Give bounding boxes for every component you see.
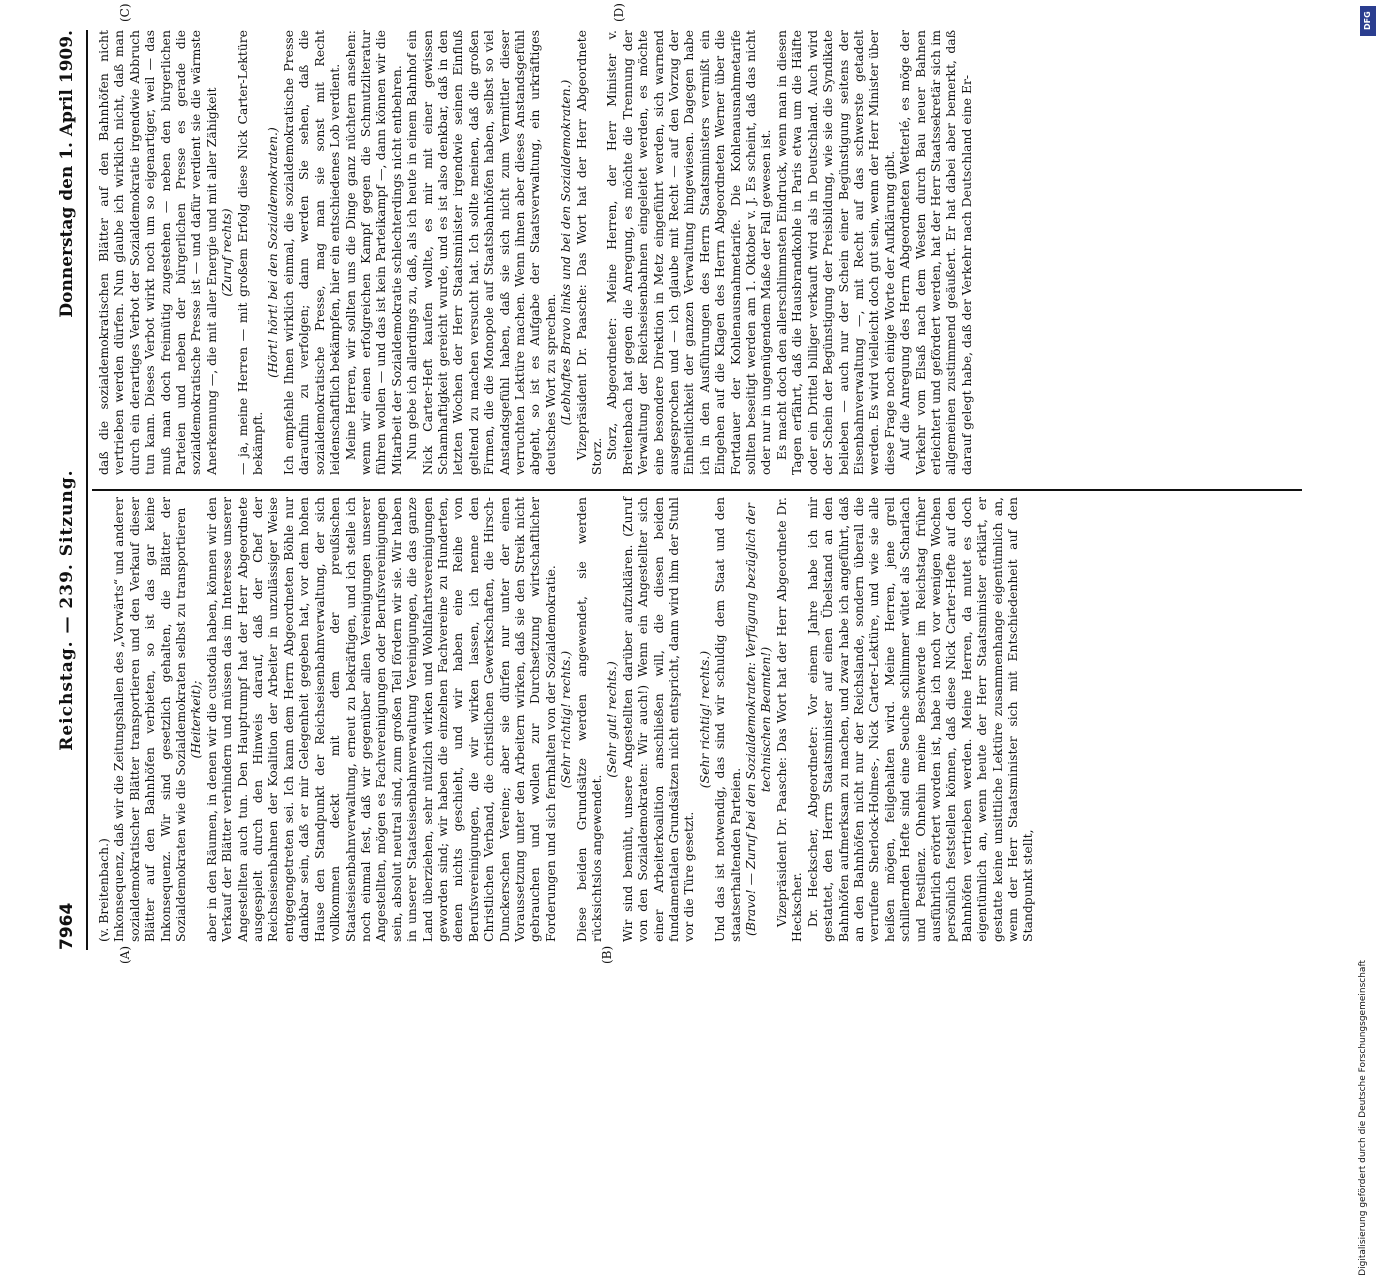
left-text-column (96, 497, 1036, 942)
header-rule (86, 30, 88, 950)
paragraph: Inkonsequenz, daß wir die Zeitungshallen des „Vorwärts“ und anderer sozialdemokratischer Blätter transportieren und den Verkauf dieser Blätter auf den Bahnhöfen verbieten, so ist das gar keine Inkonsequenz. Wir sind gesetzlich gehalten, die Blätter der Sozialdemokraten wie die Sozialdemokraten selbst zu transportieren (111, 497, 189, 942)
speaker-paragraph: Vizepräsident Dr. Paasche: Das Wort hat der Herr Abgeordnete Storz. (573, 30, 604, 475)
margin-mark-c: (C) (118, 3, 132, 22)
paragraph: Und das ist notwendig, das sind wir schuldig dem Staat und den staatserhaltenden Parteien. (712, 497, 743, 942)
paragraph: Auf die Anregung des Herrn Abgeordneten Wetterlé, es möge der Verkehr vom Elsaß nach dem Westen durch Bau neuer Bahnen erleichtert und gefördert werden, hat der Herr Staatssekretär sich im allgemeinen zustimmend geäußert. Er hat dabei aber bemerkt, daß darauf gelegt habe, daß der Verkehr nach Deutschland eine Er- (897, 30, 974, 475)
interjection: (Lebhaftes Bravo links und bei den Sozialdemokraten.) (558, 79, 574, 426)
paragraph: Ich empfehle Ihnen wirklich einmal, die sozialdemokratische Presse daraufhin zu verfolgen; dann werden Sie sehen, daß die sozialdemokratische Presse, mag man sie sonst mit Recht leidenschaftlich bekämpfen, hier ein entschiedenes Lob verdient. (280, 30, 343, 475)
dfg-logo: DFG (1360, 6, 1376, 36)
paragraph: Es macht doch den allerschlimmsten Eindruck, wenn man in diesen Tagen erfährt, daß die Hausbrandkohle in Paris etwa um die Hälfte oder ein Drittel billiger verkauft wird als in Deutschland. Auch wird der Schein der Begünstigung der Preisbildung, wie sie die Syndikate belieben — auch nur der Schein einer Begünstigung seitens der Eisenbahnverwaltung —, mit Recht auf das schwerste getadelt werden. Es wird vielleicht doch gut sein, wenn der Herr Minister über diese Frage noch einige Worte der Aufklärung gibt. (773, 30, 897, 475)
interjection: (Zuruf rechts) (219, 208, 235, 297)
page-header (52, 30, 82, 950)
interjection: (Heiterkeit); (188, 680, 204, 759)
paragraph: Nun gebe ich allerdings zu, daß, als ich heute in einem Bahnhof ein Nick Carter-Heft kaufen wollte, es mir mit einer gewissen Schamhaftigkeit gereicht wurde, und es ist also denkbar, daß in den letzten Wochen der Herr Staatsminister irgendwie seinen Einfluß geltend zu machen versucht hat. Ich sollte meinen, daß die großen Firmen, die die Monopole auf Staatsbahnhöfen haben, selbst so viel Anstandsgefühl haben, daß sie sich nicht zum Vermittler dieser verruchten Lektüre machen. Wenn ihnen aber dieses Anstandsgefühl abgeht, so ist es Aufgabe der Staatsverwaltung, ein urkräftiges deutsches Wort zu sprechen. (404, 30, 558, 475)
paragraph: aber in den Räumen, in denen wir die custodia haben, können wir den Verkauf der Blätter verhindern und müssen das im Interesse unserer Angestellten auch tun. Den Hauptrumpf hat der Herr Abgeordnete ausgespielt durch den Hinweis darauf, daß der Chef der Reichseisenbahnen der Koalition der Arbeiter in unzulässiger Weise entgegengetreten sei. Ich kann dem Herrn Abgeordneten Böhle nur dankbar sein, daß er mir Gelegenheit gegeben hat, vor dem hohen Hause den Standpunkt der Reichseisenbahnverwaltung, der sich vollkommen deckt mit dem der preußischen Staatseisenbahnverwaltung, erneut zu bekräftigen, und ich stelle ich noch einmal fest, daß wir gegenüber allen Vereinigungen unserer Angestellten, mögen es Fachvereinigungen oder Berufsvereinigungen sein, absolut neutral sind, zum großen Teil fördern wir sie. Wir haben in unserer Staatseisenbahnverwaltung Vereinigungen, die das ganze Land überziehen, sehr nützlich wirken und Wohlfahrtsvereinigungen geworden sind; wir haben die einzelnen Fachvereine zu Hunderten, denen nichts geschieht, und wir haben eine Reihe von Berufsvereinigungen, die wir wirken lassen, ich nenne den Christlichen Verband, die christlichen Gewerkschaften, die Hirsch-Dunckerschen Vereine; aber sie dürfen nur unter der einen Voraussetzung unter den Arbeitern wirken, daß sie den Streik nicht gebrauchen und wollen zur Durchsetzung wirtschaftlicher Forderungen und sich fernhalten von der Sozialdemokratie. (203, 497, 558, 942)
margin-mark-d: (D) (612, 3, 626, 22)
speaker-paragraph: Storz, Abgeordneter: Meine Herren, der Herr Minister v. Breitenbach hat gegen die Anregung, es möchte die Trennung der Verwaltung der Reichseisenbahnen eingeleitet werden, es möchte eine besondere Direktion in Metz eingeführt werden, sich warnend ausgesprochen und — ich glaube mit Recht — auf den Vorzug der Einheitlichkeit der ganzen Verwaltung hingewiesen. Dagegen habe ich in den Ausführungen des Herrn Staatsministers vermißt ein Eingehen auf die Klagen des Herrn Abgeordneten Werner über die Fortdauer der Kohlenausnahmetarife. Die Kohlenausnahmetarife sollten beseitigt werden am 1. Oktober v. J. Es scheint, daß das nicht oder nur in ungenügendem Maße der Fall gewesen ist. (604, 30, 774, 475)
header-left-title: Reichstag. — 239. Sitzung. (57, 469, 77, 751)
speaker-paragraph: Dr. Heckscher, Abgeordneter: Vor einem Jahre habe ich mir gestattet, den Herrn Staatsminister auf einen Übelstand an den Bahnhöfen aufmerksam zu machen, und zwar habe ich angeführt, daß an den Bahnhöfen nicht nur der Reichslande, sondern überall die verrufene Sherlock-Holmes-, Nick Carter-Lektüre, und wie sie alle heißen mögen, feilgehalten wird. Meine Herren, jene grell schillernden Hefte sind eine Seuche schlimmer wütet als Scharlach und Pestilenz. Ohnehin meine Beschwerde im Reichstag früher ausführlich erörtert worden ist, habe ich noch vor wenigen Wochen persönlich feststellen können, daß diese Nick Carter-Hefte auf den Bahnhöfen vertrieben werden. Meine Herren, da mutet es doch eigentümlich an, wenn heute der Herr Staatsminister erklärt, er gestatte keine unsittliche Lektüre zusammenhange eigentümlich an, wenn der Herr Staatsminister sich mit Entschiedenheit auf den Standpunkt stellt, (804, 497, 1036, 942)
margin-mark-a: (A) (118, 945, 132, 964)
paragraph: (v. Breitenbach.) (96, 838, 111, 942)
page-number: 7964 (57, 902, 77, 950)
column-divider (92, 489, 1302, 491)
interjection: (Hört! hört! bei den Sozialdemokraten.) (265, 127, 281, 378)
interjection: (Sehr richtig! rechts.) (558, 650, 574, 789)
right-text-column (96, 30, 974, 475)
paragraph: Diese beiden Grundsätze werden angewendet, sie werden rücksichtslos angewendet. (573, 497, 604, 942)
interjection: (Bravo! — Zuruf bei den Sozialdemokraten: Verfügung bezüglich der technischen Beamten!) (743, 503, 774, 936)
paragraph: Meine Herren, wir sollten uns die Dinge ganz nüchtern ansehen: wenn wir einen erfolgreichen Kampf gegen die Schmutzliteratur führen wollen — und das ist kein Parteikampf —, dann können wir die Mitarbeit der Sozialdemokratie schlechterdings nicht entbehren. (342, 30, 404, 475)
interjection: (Sehr gut! rechts.) (604, 661, 620, 778)
paragraph: daß die sozialdemokratischen Blätter auf den Bahnhöfen nicht vertrieben werden dürfen. Nun glaube ich wirklich nicht, daß man durch ein derartiges Verbot der Sozialdemokratie irgendwie Abbruch tun kann. Dieses Verbot wirkt noch um so eigenartiger, weil — das muß man doch freimütig zugestehen — neben den bürgerlichen Parteien und neben der bürgerlichen Presse es gerade die sozialdemokratische Presse ist — und dafür verdient sie die wärmste Anerkennung —, die mit aller Energie und mit aller Zähigkeit (96, 30, 219, 475)
margin-mark-b: (B) (600, 945, 614, 964)
digitization-credit: Digitalisierung gefördert durch die Deutsche Forschungsgemeinschaft (1358, 960, 1368, 1276)
header-right-title: Donnerstag den 1. April 1909. (57, 30, 77, 318)
paragraph: Wir sind bemüht, unsere Angestellten darüber aufzuklären. (Zuruf von den Sozialdemokraten: Wir auch!) Wenn ein Angestellter sich einer Arbeiterkoalition anschließen will, die diesen beiden fundamentalen Grundsätzen nicht entspricht, dann wird ihm der Stuhl vor die Türe gesetzt. (619, 497, 697, 942)
interjection: (Sehr richtig! rechts.) (696, 650, 712, 789)
speaker-paragraph: Vizepräsident Dr. Paasche: Das Wort hat der Herr Abgeordnete Dr. Heckscher. (773, 497, 805, 942)
paragraph: — ja, meine Herren — mit großem Erfolg diese Nick Carter-Lektüre bekämpft. (234, 30, 266, 475)
